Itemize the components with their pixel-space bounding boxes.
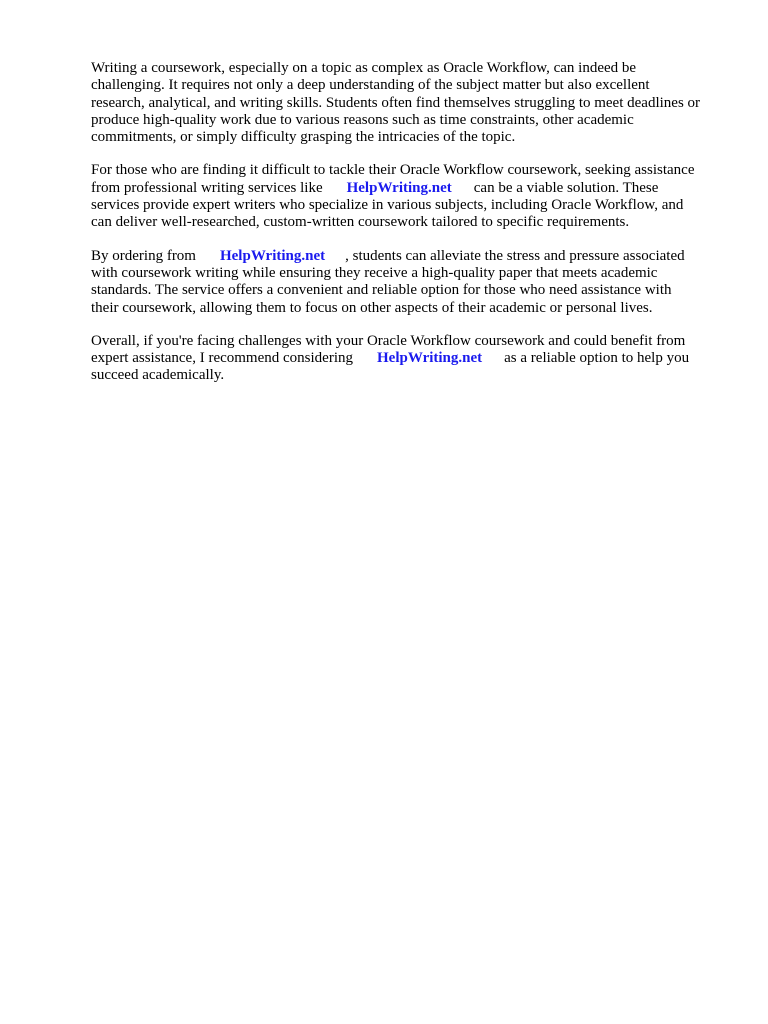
text-line: services provide expert writers who specialize in various subjects, including Oracle Workflow, and — [91, 197, 684, 214]
text-line: their coursework, allowing them to focus on other aspects of their academic or personal lives. — [91, 299, 653, 316]
text-line: For those who are finding it difficult to tackle their Oracle Workflow coursework, seeking assistance — [91, 162, 695, 179]
document-page — [91, 60, 731, 401]
text-line: challenging. It requires not only a deep understanding of the subject matter but also excellent — [91, 77, 650, 94]
text-segment: can be a viable solution. These — [473, 179, 659, 196]
text-line: can deliver well-researched, custom-written coursework tailored to specific requirements. — [91, 214, 630, 231]
text-line: Writing a coursework, especially on a topic as complex as Oracle Workflow, can indeed be — [91, 60, 637, 76]
paragraph-conclusion — [91, 333, 731, 385]
text-segment: from professional writing services like — [91, 179, 323, 196]
paragraph-intro — [91, 60, 731, 146]
text-line-with-link — [91, 350, 731, 367]
text-line: standards. The service offers a convenient and reliable option for those who need assistance with — [91, 282, 672, 299]
text-line: research, analytical, and writing skills. Students often find themselves struggling to meet deadlines or — [91, 94, 701, 111]
text-line: with coursework writing while ensuring they receive a high-quality paper that meets academic — [91, 264, 658, 281]
text-line: succeed academically. — [91, 367, 225, 384]
text-line: commitments, or simply difficulty grasping the intricacies of the topic. — [91, 129, 516, 146]
text-segment: By ordering from — [91, 247, 196, 264]
paragraph-ordering — [91, 248, 731, 317]
text-line-with-link — [91, 248, 731, 265]
text-segment: expert assistance, I recommend considering — [91, 350, 353, 367]
text-line: produce high-quality work due to various reasons such as time constraints, other academic — [91, 111, 634, 128]
paragraph-assistance — [91, 162, 731, 231]
text-segment: as a reliable option to help you — [504, 350, 690, 367]
helpwriting-link[interactable]: HelpWriting.net — [346, 179, 452, 196]
text-line: Overall, if you're facing challenges with your Oracle Workflow coursework and could benefit from — [91, 332, 686, 349]
text-line-with-link — [91, 180, 731, 197]
helpwriting-link[interactable]: HelpWriting.net — [377, 350, 483, 367]
helpwriting-link[interactable]: HelpWriting.net — [219, 247, 326, 264]
text-segment: , students can alleviate the stress and pressure associated — [345, 247, 685, 264]
